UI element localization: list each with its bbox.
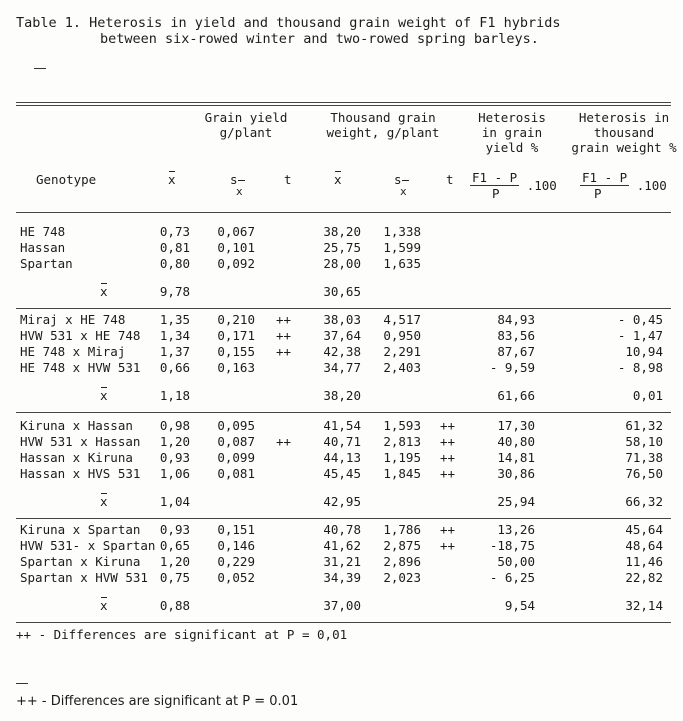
s-symbol: s	[394, 172, 402, 187]
mean-het-y: 61,66	[497, 388, 535, 403]
cell-genotype: HE 748	[20, 224, 66, 239]
cell-gy-t: ++	[276, 312, 292, 327]
cell-het-t: 71,38	[625, 450, 663, 465]
formula-yield-den: P	[492, 186, 500, 201]
cell-gy-s: 0,087	[217, 434, 255, 449]
mean-het-y: 25,94	[497, 494, 535, 509]
cell-gy-x: 0,65	[159, 538, 190, 553]
header-tgw	[318, 110, 448, 140]
table-top-rule-2	[16, 105, 671, 106]
cell-het-t: 58,10	[625, 434, 663, 449]
cell-tgw-s: 2,875	[383, 538, 421, 553]
cell-gy-x: 0,80	[159, 256, 190, 271]
cell-gy-s: 0,081	[217, 466, 255, 481]
cell-gy-s: 0,163	[217, 360, 255, 375]
cell-tgw-x: 37,64	[323, 328, 361, 343]
footnote: ++ - Differences are significant at P = 0,01	[16, 627, 348, 642]
dash-mark	[34, 68, 46, 69]
cell-genotype: Spartan x HVW 531	[20, 570, 148, 585]
xbar-symbol: x	[100, 494, 108, 509]
cell-tgw-s: 1,593	[383, 418, 421, 433]
cell-tgw-s: 2,813	[383, 434, 421, 449]
cell-genotype: Spartan x Kiruna	[20, 554, 141, 569]
cell-tgw-s: 0,950	[383, 328, 421, 343]
header-het-yield-l1: Heterosis	[478, 110, 546, 125]
cell-gy-s: 0,155	[217, 344, 255, 359]
cell-het-t: 11,46	[625, 554, 663, 569]
group-rule	[16, 308, 671, 309]
cell-tgw-x: 41,54	[323, 418, 361, 433]
cell-het-y: 84,93	[497, 312, 535, 327]
cell-gy-s: 0,229	[217, 554, 255, 569]
cell-tgw-s: 2,023	[383, 570, 421, 585]
cell-gy-s: 0,151	[217, 522, 255, 537]
formula-tgw-den: P	[594, 186, 602, 201]
cell-genotype: HE 748 x HVW 531	[20, 360, 141, 375]
table-title	[16, 15, 561, 31]
table-top-rule	[16, 102, 671, 103]
header-gy-t: t	[284, 172, 292, 187]
table-title-line-2: between six-rowed winter and two-rowed spring barleys.	[100, 31, 539, 47]
xbar-symbol: x	[100, 284, 108, 299]
cell-tgw-x: 31,21	[323, 554, 361, 569]
header-tgw-t: t	[446, 172, 454, 187]
formula-tgw	[580, 170, 667, 201]
cell-tgw-t: ++	[440, 450, 456, 465]
cell-gy-s: 0,146	[217, 538, 255, 553]
cell-het-y: 17,30	[497, 418, 535, 433]
cell-gy-x: 1,35	[159, 312, 190, 327]
xbar-symbol: x	[168, 172, 176, 187]
mean-tgw-x: 37,00	[323, 598, 361, 613]
cell-het-t: 76,50	[625, 466, 663, 481]
header-grain-yield-l1: Grain yield	[204, 110, 288, 125]
cell-genotype: HVW 531 x HE 748	[20, 328, 141, 343]
cell-het-t: 61,32	[625, 418, 663, 433]
cell-genotype: HVW 531- x Spartan	[20, 538, 156, 553]
mean-het-t: 0,01	[632, 388, 663, 403]
cell-gy-x: 0,73	[159, 224, 190, 239]
header-tgw-l1: Thousand grain	[330, 110, 436, 125]
cell-tgw-t: ++	[440, 418, 456, 433]
header-grain-yield	[186, 110, 306, 140]
cell-tgw-s: 2,403	[383, 360, 421, 375]
cell-gy-s: 0,052	[217, 570, 255, 585]
cell-tgw-s: 2,896	[383, 554, 421, 569]
cell-genotype: Hassan x Kiruna	[20, 450, 133, 465]
header-tgw-l2: weight, g/plant	[326, 125, 440, 140]
header-grain-yield-l2: g/plant	[219, 125, 273, 140]
header-het-yield-l2: in grain	[481, 125, 543, 140]
cell-gy-x: 0,75	[159, 570, 190, 585]
mean-label	[100, 388, 108, 404]
cell-gy-x: 0,93	[159, 450, 190, 465]
footnote-retyped: ++ - Differences are significant at P = 0.01	[16, 694, 299, 709]
cell-tgw-t: ++	[440, 522, 456, 537]
cell-genotype: Kiruna x Hassan	[20, 418, 133, 433]
cell-tgw-s: 1,599	[383, 240, 421, 255]
mean-gy-x: 1,18	[159, 388, 190, 403]
cell-tgw-s: 1,786	[383, 522, 421, 537]
cell-tgw-s: 1,338	[383, 224, 421, 239]
mean-label	[100, 284, 108, 300]
dash-mark-2	[16, 683, 28, 684]
cell-tgw-t: ++	[440, 466, 456, 481]
formula-tgw-factor: .100	[636, 178, 667, 193]
cell-tgw-x: 34,39	[323, 570, 361, 585]
cell-gy-x: 0,98	[159, 418, 190, 433]
cell-tgw-x: 28,00	[323, 256, 361, 271]
cell-gy-x: 0,66	[159, 360, 190, 375]
mean-label	[100, 598, 108, 614]
cell-het-y: - 6,25	[489, 570, 535, 585]
cell-genotype: Kiruna x Spartan	[20, 522, 141, 537]
cell-het-y: 30,86	[497, 466, 535, 481]
cell-gy-s: 0,171	[217, 328, 255, 343]
cell-tgw-s: 1,635	[383, 256, 421, 271]
cell-tgw-s: 1,195	[383, 450, 421, 465]
cell-het-y: -18,75	[489, 538, 535, 553]
header-gy-sd	[230, 172, 245, 202]
cell-gy-x: 1,20	[159, 434, 190, 449]
cell-gy-x: 1,06	[159, 466, 190, 481]
mean-gy-x: 0,88	[159, 598, 190, 613]
cell-gy-x: 1,20	[159, 554, 190, 569]
title-line-1: Table 1. Heterosis in yield and thousand grain weight of F1 hybrids	[16, 15, 561, 31]
cell-tgw-x: 42,38	[323, 344, 361, 359]
cell-gy-t: ++	[276, 344, 292, 359]
cell-het-t: 48,64	[625, 538, 663, 553]
group-rule	[16, 622, 671, 623]
cell-tgw-x: 41,62	[323, 538, 361, 553]
header-het-yield-l3: yield %	[485, 140, 539, 155]
cell-genotype: Hassan	[20, 240, 66, 255]
cell-het-t: - 1,47	[617, 328, 663, 343]
group-rule	[16, 412, 671, 413]
header-tgw-sd	[394, 172, 409, 202]
s-symbol: s	[230, 172, 238, 187]
header-heterosis-yield	[466, 110, 558, 155]
cell-tgw-s: 1,845	[383, 466, 421, 481]
cell-genotype: Spartan	[20, 256, 73, 271]
cell-gy-s: 0,101	[217, 240, 255, 255]
cell-tgw-x: 38,20	[323, 224, 361, 239]
xbar-symbol: x	[100, 598, 108, 613]
cell-het-y: 87,67	[497, 344, 535, 359]
cell-gy-s: 0,210	[217, 312, 255, 327]
xbar-symbol: x	[334, 172, 342, 187]
cell-genotype: HVW 531 x Hassan	[20, 434, 141, 449]
cell-gy-x: 1,34	[159, 328, 190, 343]
cell-het-t: - 0,45	[617, 312, 663, 327]
group-rule	[16, 518, 671, 519]
cell-genotype: Miraj x HE 748	[20, 312, 126, 327]
mean-tgw-x: 30,65	[323, 284, 361, 299]
mean-het-t: 32,14	[625, 598, 663, 613]
mean-gy-x: 1,04	[159, 494, 190, 509]
mean-tgw-x: 42,95	[323, 494, 361, 509]
cell-gy-x: 0,81	[159, 240, 190, 255]
formula-yield	[470, 170, 557, 201]
mean-tgw-x: 38,20	[323, 388, 361, 403]
s-sub: x	[400, 185, 407, 198]
cell-gy-t: ++	[276, 328, 292, 343]
cell-het-y: 83,56	[497, 328, 535, 343]
mean-het-y: 9,54	[504, 598, 535, 613]
header-het-tgw-l3: grain weight %	[571, 140, 677, 155]
cell-tgw-s: 4,517	[383, 312, 421, 327]
header-het-tgw-l1: Heterosis in	[578, 110, 670, 125]
mean-het-t: 66,32	[625, 494, 663, 509]
cell-tgw-t: ++	[440, 434, 456, 449]
header-gy-mean	[168, 172, 176, 187]
cell-het-t: 10,94	[625, 344, 663, 359]
header-bottom-rule	[16, 212, 671, 213]
s-dash	[402, 180, 409, 181]
cell-gy-s: 0,099	[217, 450, 255, 465]
cell-genotype: HE 748 x Miraj	[20, 344, 126, 359]
cell-tgw-t: ++	[440, 538, 456, 553]
cell-tgw-x: 40,78	[323, 522, 361, 537]
formula-tgw-num: F1 - P	[582, 170, 628, 185]
formula-yield-factor: .100	[526, 178, 557, 193]
header-tgw-mean	[334, 172, 342, 187]
cell-tgw-x: 38,03	[323, 312, 361, 327]
xbar-symbol: x	[100, 388, 108, 403]
cell-gy-s: 0,095	[217, 418, 255, 433]
mean-label	[100, 494, 108, 510]
header-heterosis-tgw	[568, 110, 680, 155]
cell-gy-s: 0,067	[217, 224, 255, 239]
cell-gy-x: 1,37	[159, 344, 190, 359]
cell-het-y: 40,80	[497, 434, 535, 449]
cell-het-t: - 8,98	[617, 360, 663, 375]
cell-genotype: Hassan x HVS 531	[20, 466, 141, 481]
cell-gy-t: ++	[276, 434, 292, 449]
s-sub: x	[236, 185, 243, 198]
cell-het-y: 14,81	[497, 450, 535, 465]
header-het-tgw-l2: thousand	[593, 125, 655, 140]
cell-tgw-x: 44,13	[323, 450, 361, 465]
cell-het-t: 45,64	[625, 522, 663, 537]
cell-tgw-x: 25,75	[323, 240, 361, 255]
s-dash	[238, 180, 245, 181]
cell-gy-x: 0,93	[159, 522, 190, 537]
cell-het-y: 50,00	[497, 554, 535, 569]
cell-gy-s: 0,092	[217, 256, 255, 271]
cell-tgw-s: 2,291	[383, 344, 421, 359]
mean-gy-x: 9,78	[159, 284, 190, 299]
header-genotype: Genotype	[36, 172, 97, 187]
cell-het-y: 13,26	[497, 522, 535, 537]
cell-tgw-x: 40,71	[323, 434, 361, 449]
cell-het-y: - 9,59	[489, 360, 535, 375]
cell-het-t: 22,82	[625, 570, 663, 585]
cell-tgw-x: 45,45	[323, 466, 361, 481]
formula-yield-num: F1 - P	[472, 170, 518, 185]
cell-tgw-x: 34,77	[323, 360, 361, 375]
